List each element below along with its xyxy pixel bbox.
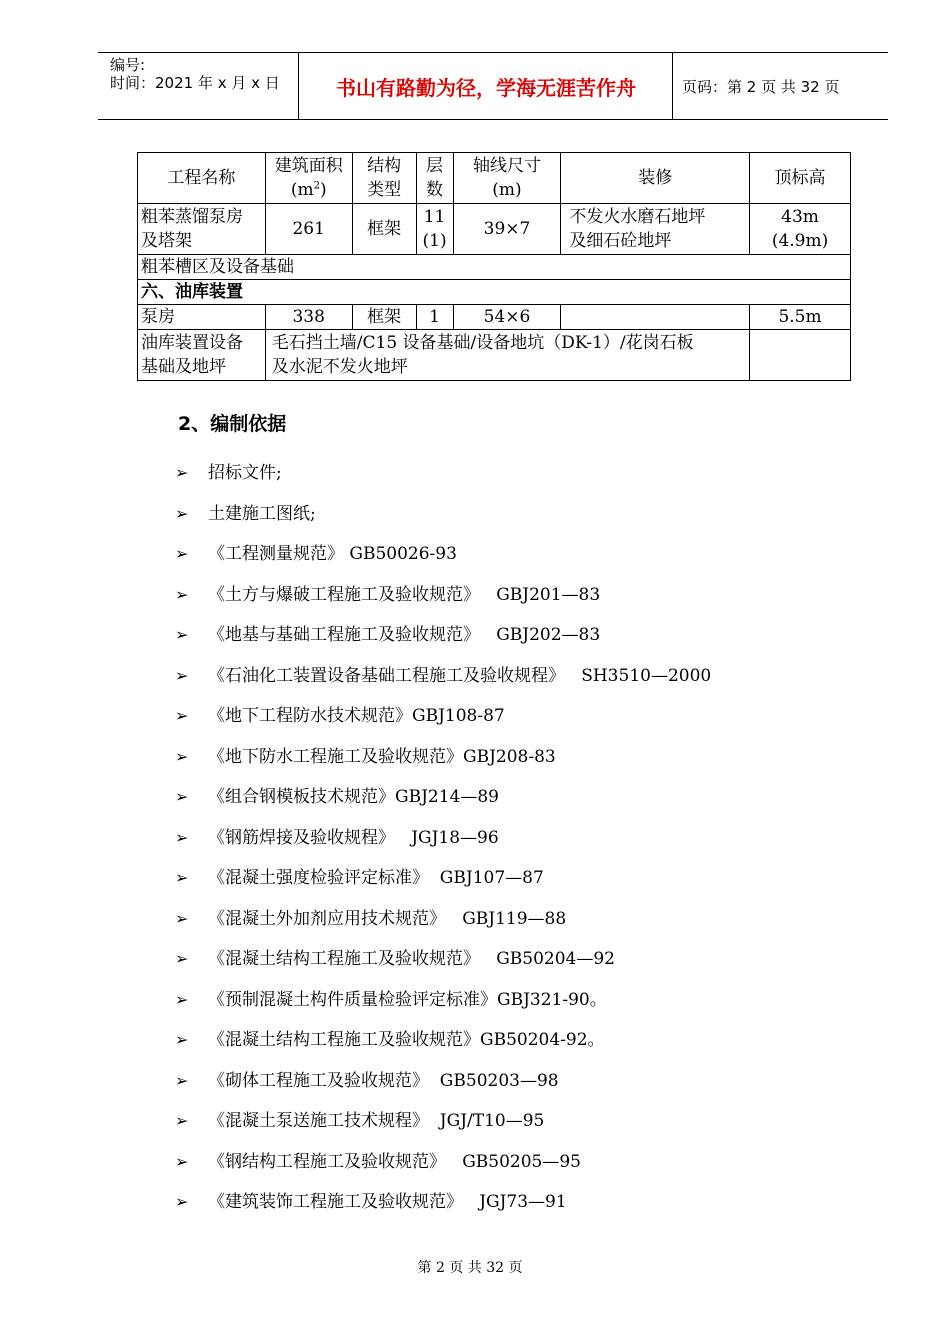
list-item-text: 《混凝土结构工程施工及验收规范》 GB50204—92 <box>208 949 615 969</box>
cell-height: 5.5m <box>750 305 851 330</box>
col-floors-header: 层 数 <box>416 153 453 204</box>
bullet-arrow-icon: ➢ <box>175 706 189 725</box>
footer-page-number: 第 2 页 共 32 页 <box>417 1260 523 1276</box>
col-decoration-header: 装修 <box>561 153 750 204</box>
list-item <box>175 665 711 706</box>
list-item-text: 《预制混凝土构件质量检验评定标准》GBJ321-90。 <box>208 989 607 1010</box>
list-item <box>175 827 711 868</box>
list-item-text: 《石油化工装置设备基础工程施工及验收规程》 SH3510—2000 <box>208 665 712 686</box>
list-item-text: 《混凝土结构工程施工及验收规范》GB50204-92。 <box>208 1030 605 1050</box>
bullet-arrow-icon: ➢ <box>175 665 189 685</box>
list-item <box>175 624 711 665</box>
cell-description: 毛石挡土墙/C15 设备基础/设备地坑（DK-1）/花岗石板 及水泥不发火地坪 <box>265 330 749 381</box>
cell-area: 338 <box>265 305 352 330</box>
bullet-arrow-icon: ➢ <box>175 746 189 766</box>
bullet-arrow-icon: ➢ <box>175 1151 189 1171</box>
cell-floors: 11 (1) <box>416 204 453 255</box>
bullet-arrow-icon: ➢ <box>175 908 189 928</box>
table-row <box>138 204 851 255</box>
cell-height <box>750 330 851 381</box>
list-item-text: 《混凝土强度检验评定标准》 GBJ107—87 <box>208 868 544 888</box>
list-item-text: 《钢结构工程施工及验收规范》 GB50205—95 <box>208 1151 581 1172</box>
list-item-text: 《建筑装饰工程施工及验收规范》 JGJ73—91 <box>208 1192 567 1212</box>
list-item-text: 招标文件; <box>208 463 282 483</box>
document-date: 时间：2021 年 x 月 x 日 <box>110 74 280 92</box>
bullet-arrow-icon: ➢ <box>175 503 189 523</box>
bullet-arrow-icon: ➢ <box>175 989 189 1009</box>
bullet-arrow-icon: ➢ <box>175 868 189 887</box>
section-title: 2、编制依据 <box>178 413 287 435</box>
list-item <box>175 1191 711 1232</box>
list-item <box>175 584 711 625</box>
list-item <box>175 1029 711 1070</box>
table-header-row <box>138 153 851 204</box>
bullet-arrow-icon: ➢ <box>175 463 189 482</box>
list-item <box>175 908 711 949</box>
list-item-text: 《土方与爆破工程施工及验收规范》 GBJ201—83 <box>208 584 601 605</box>
list-item <box>175 746 711 787</box>
list-item <box>175 1151 711 1192</box>
list-item <box>175 1070 711 1111</box>
cell-name: 粗苯蒸馏泵房 及塔架 <box>138 204 266 255</box>
cell-floors: 1 <box>416 305 453 330</box>
col-area-header: 建筑面积 $(m^2)$ <box>265 153 352 204</box>
list-item-text: 《混凝土泵送施工技术规程》 JGJ/T10—95 <box>208 1111 545 1131</box>
cell-axis: 54×6 <box>453 305 561 330</box>
col-height-header: 顶标高 <box>750 153 851 204</box>
cell-decoration: 不发火水磨石地坪 及细石砼地坪 <box>561 204 750 255</box>
list-item <box>175 867 711 908</box>
bullet-arrow-icon: ➢ <box>175 1111 189 1130</box>
table-section-title: 六、油库装置 <box>138 280 851 305</box>
project-table <box>137 152 851 381</box>
bullet-arrow-icon: ➢ <box>175 625 189 644</box>
col-name-header: 工程名称 <box>138 153 266 204</box>
bullet-arrow-icon: ➢ <box>175 1070 189 1090</box>
table-row <box>138 305 851 330</box>
bullet-arrow-icon: ➢ <box>175 1192 189 1211</box>
col-axis-header: 轴线尺寸 (m) <box>453 153 561 204</box>
list-item-text: 《钢筋焊接及验收规程》 JGJ18—96 <box>208 827 499 848</box>
header-divider <box>672 53 673 119</box>
list-item-text: 《地下防水工程施工及验收规范》GBJ208-83 <box>208 746 556 767</box>
cell-structure: 框架 <box>352 204 416 255</box>
page-footer <box>0 1257 950 1277</box>
cell-height: 43m (4.9m) <box>750 204 851 255</box>
cell-area: 261 <box>265 204 352 255</box>
header-page-number: 页码：第 2 页 共 32 页 <box>682 77 840 96</box>
bullet-arrow-icon: ➢ <box>175 827 189 847</box>
list-item-text: 《砌体工程施工及验收规范》 GB50203—98 <box>208 1070 559 1091</box>
header-meta <box>110 56 280 92</box>
cell-decoration <box>561 305 750 330</box>
header-motto: 书山有路勤为径，学海无涯苦作舟 <box>336 75 636 100</box>
basis-list <box>175 462 711 1232</box>
list-item <box>175 462 711 503</box>
table-row <box>138 255 851 280</box>
list-item <box>175 543 711 584</box>
document-number-label: 编号: <box>110 56 146 74</box>
list-item <box>175 1110 711 1151</box>
table-row <box>138 330 851 381</box>
list-item-text: 《混凝土外加剂应用技术规范》 GBJ119—88 <box>208 908 567 929</box>
cell-name: 泵房 <box>138 305 266 330</box>
list-item-text: 土建施工图纸; <box>208 503 316 524</box>
page-header <box>98 52 888 120</box>
list-item-text: 《组合钢模板技术规范》GBJ214—89 <box>208 787 499 807</box>
list-item <box>175 989 711 1030</box>
table-section-row <box>138 280 851 305</box>
list-item-text: 《地下工程防水技术规范》GBJ108-87 <box>208 706 505 726</box>
list-item-text: 《地基与基础工程施工及验收规范》 GBJ202—83 <box>208 625 601 645</box>
list-item <box>175 503 711 544</box>
col-structure-header: 结构 类型 <box>352 153 416 204</box>
list-item <box>175 786 711 827</box>
bullet-arrow-icon: ➢ <box>175 544 189 563</box>
list-item-text: 《工程测量规范》 GB50026-93 <box>208 544 457 564</box>
bullet-arrow-icon: ➢ <box>175 949 189 968</box>
bullet-arrow-icon: ➢ <box>175 584 189 604</box>
bullet-arrow-icon: ➢ <box>175 1030 189 1049</box>
list-item <box>175 948 711 989</box>
cell-structure: 框架 <box>352 305 416 330</box>
cell-name: 粗苯槽区及设备基础 <box>138 255 851 280</box>
cell-name: 油库装置设备 基础及地坪 <box>138 330 266 381</box>
cell-axis: 39×7 <box>453 204 561 255</box>
list-item <box>175 705 711 746</box>
bullet-arrow-icon: ➢ <box>175 787 189 806</box>
header-divider <box>298 53 299 119</box>
